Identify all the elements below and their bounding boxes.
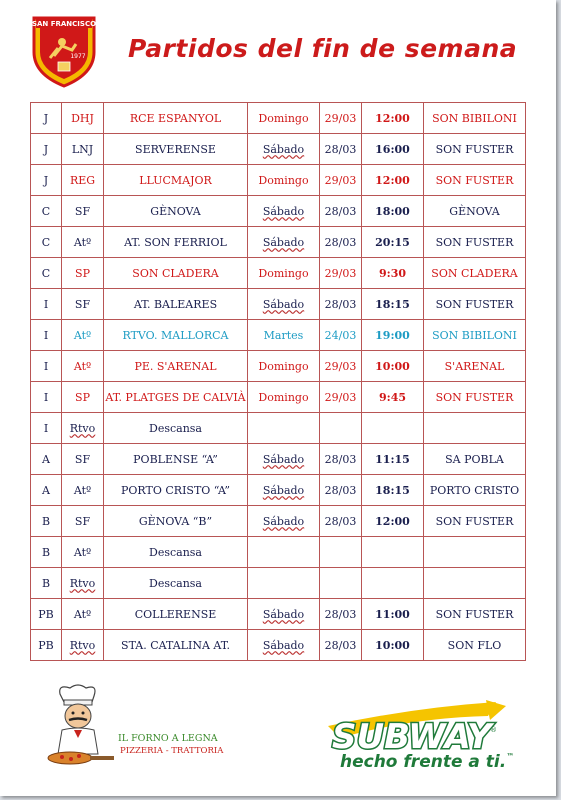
day-cell [248,320,320,351]
day-cell [248,351,320,382]
day-cell [248,506,320,537]
field-cell [424,103,526,134]
rival-cell [104,382,248,413]
time-cell [362,103,424,134]
table-row [31,475,526,506]
date-cell-text: 29/03 [324,111,357,125]
fixtures-table [30,102,526,661]
field-cell [424,351,526,382]
field-cell [424,382,526,413]
category-cell-text: PB [38,607,54,621]
date-cell [320,599,362,630]
table-row [31,134,526,165]
field-cell-text: SON FUSTER [435,514,514,528]
day-cell [248,165,320,196]
date-cell-text: 24/03 [324,328,357,342]
table-row [31,103,526,134]
rival-cell [104,568,248,599]
day-cell [248,289,320,320]
rival-cell [104,258,248,289]
subway-tagline-tm: ™ [506,752,515,761]
table-row [31,568,526,599]
time-cell [362,320,424,351]
field-cell [424,444,526,475]
team-cell-text: Atº [73,359,92,373]
date-cell-text: 29/03 [324,359,357,373]
pizza-chef-icon [38,684,118,774]
rival-cell [104,630,248,661]
team-cell [62,227,104,258]
category-cell-text: C [41,235,51,249]
team-cell [62,382,104,413]
field-cell-text: S'ARENAL [444,359,505,373]
time-cell-text: 19:00 [375,328,410,342]
day-cell-text: Domingo [258,390,309,404]
time-cell-text: 12:00 [375,173,410,187]
time-cell [362,630,424,661]
time-cell [362,351,424,382]
category-cell [31,134,62,165]
team-cell-text: REG [69,173,96,187]
subway-registered-mark: ® [490,726,497,734]
table-row [31,506,526,537]
field-cell [424,196,526,227]
category-cell [31,382,62,413]
day-cell-text: Domingo [258,359,309,373]
rival-cell-text: SERVERENSE [135,142,216,156]
rival-cell-text: PORTO CRISTO “A” [121,483,230,497]
date-cell-text: 28/03 [324,607,357,621]
category-cell [31,599,62,630]
subway-tagline [340,752,514,772]
rival-cell [104,196,248,227]
date-cell [320,227,362,258]
date-cell [320,537,362,568]
date-cell [320,134,362,165]
field-cell [424,599,526,630]
category-cell [31,413,62,444]
date-cell-text: 28/03 [324,452,357,466]
subway-wordmark: SUBWAY [332,717,492,757]
forno-name: IL FORNO A LEGNA [118,733,218,744]
day-cell [248,444,320,475]
time-cell [362,568,424,599]
team-cell-text: SF [74,452,91,466]
field-cell [424,537,526,568]
date-cell [320,630,362,661]
table-row [31,289,526,320]
date-cell [320,320,362,351]
crest-name: SAN FRANCISCO [31,20,97,28]
rival-cell [104,599,248,630]
time-cell-text: 18:00 [375,204,410,218]
day-cell [248,196,320,227]
field-cell-text: SA POBLA [445,452,504,466]
category-cell [31,630,62,661]
field-cell-text: SON BIBILONI [432,328,517,342]
table-row [31,444,526,475]
day-cell [248,630,320,661]
time-cell [362,382,424,413]
date-cell-text: 28/03 [324,483,357,497]
field-cell [424,506,526,537]
team-cell-text: Atº [73,607,92,621]
field-cell [424,475,526,506]
team-cell [62,537,104,568]
day-cell-text: Domingo [258,173,309,187]
time-cell [362,196,424,227]
day-cell-text: Sábado [262,638,305,652]
field-cell-text: PORTO CRISTO [429,483,520,497]
day-cell-text: Sábado [262,514,305,528]
category-cell-text: A [42,483,50,497]
table-row [31,599,526,630]
team-cell [62,413,104,444]
rival-cell [104,537,248,568]
team-cell-text: Rtvo [69,638,96,652]
time-cell [362,258,424,289]
category-cell-text: PB [38,638,54,652]
time-cell-text: 12:00 [375,514,410,528]
day-cell [248,227,320,258]
team-cell [62,134,104,165]
rival-cell-text: POBLENSE “A” [133,452,218,466]
category-cell [31,227,62,258]
rival-cell [104,413,248,444]
day-cell [248,258,320,289]
team-cell [62,351,104,382]
team-cell [62,196,104,227]
day-cell-text: Sábado [262,142,305,156]
team-cell-text: Atº [73,545,92,559]
table-row [31,351,526,382]
category-cell-text: B [41,545,51,559]
rival-cell-text: Descansa [149,421,202,435]
field-cell [424,630,526,661]
category-cell [31,475,62,506]
team-cell [62,506,104,537]
time-cell [362,537,424,568]
rival-cell-text: LLUCMAJOR [139,173,212,187]
category-cell [31,289,62,320]
team-cell-text: Atº [73,328,92,342]
team-cell-text: LNJ [71,142,94,156]
day-cell-text: Sábado [262,483,305,497]
rival-cell-text: STA. CATALINA AT. [121,638,230,652]
team-cell [62,320,104,351]
field-cell [424,134,526,165]
category-cell-text: C [41,266,51,280]
table-row [31,630,526,661]
rival-cell-text: GÈNOVA “B” [138,514,213,528]
rival-cell-text: RCE ESPANYOL [129,111,222,125]
day-cell-text: Sábado [262,607,305,621]
time-cell-text: 16:00 [375,142,410,156]
page-title: Partidos del fin de semana [128,34,518,63]
day-cell [248,134,320,165]
field-cell-text: SON BIBILONI [432,111,517,125]
subway-logo [320,698,510,788]
time-cell [362,289,424,320]
category-cell-text: A [42,452,50,466]
time-cell [362,444,424,475]
time-cell [362,165,424,196]
time-cell [362,134,424,165]
team-cell [62,475,104,506]
date-cell [320,258,362,289]
time-cell-text: 11:15 [375,452,410,466]
team-cell-text: SF [74,204,91,218]
category-cell-text: I [43,328,49,342]
date-cell [320,103,362,134]
date-cell [320,382,362,413]
time-cell-text: 10:00 [375,359,410,373]
category-cell-text: J [43,173,49,187]
category-cell [31,165,62,196]
rival-cell [104,506,248,537]
date-cell-text: 28/03 [324,514,357,528]
day-cell [248,413,320,444]
rival-cell [104,444,248,475]
table-row [31,413,526,444]
category-cell-text: B [41,514,51,528]
date-cell-text: 28/03 [324,204,357,218]
time-cell [362,413,424,444]
date-cell [320,475,362,506]
team-cell [62,289,104,320]
rival-cell-text: SON CLADERA [132,266,219,280]
date-cell [320,351,362,382]
rival-cell-text: AT. BALEARES [133,297,218,311]
rival-cell-text: RTVO. MALLORCA [122,328,229,342]
rival-cell [104,103,248,134]
day-cell-text: Domingo [258,266,309,280]
day-cell-text: Sábado [262,452,305,466]
rival-cell-text: AT. SON FERRIOL [124,235,227,249]
date-cell [320,444,362,475]
category-cell [31,568,62,599]
subway-tagline-text: hecho frente a ti. [340,752,507,772]
rival-cell-text: Descansa [149,576,202,590]
date-cell-text: 28/03 [324,638,357,652]
field-cell-text: GÈNOVA [449,204,500,218]
day-cell [248,568,320,599]
rival-cell-text: PE. S'ARENAL [134,359,217,373]
field-cell [424,568,526,599]
date-cell-text: 28/03 [324,142,357,156]
date-cell [320,568,362,599]
day-cell [248,537,320,568]
time-cell [362,475,424,506]
team-cell [62,103,104,134]
category-cell-text: J [43,111,49,125]
field-cell-text: SON CLADERA [431,266,518,280]
team-cell-text: DHJ [71,111,94,125]
rival-cell [104,320,248,351]
table-row [31,165,526,196]
category-cell-text: I [43,390,49,404]
time-cell-text: 9:30 [378,266,407,280]
team-cell [62,258,104,289]
rival-cell-text: Descansa [149,545,202,559]
team-cell [62,444,104,475]
day-cell [248,103,320,134]
rival-cell [104,475,248,506]
date-cell-text: 28/03 [324,235,357,249]
rival-cell [104,165,248,196]
day-cell-text: Martes [263,328,304,342]
date-cell [320,165,362,196]
day-cell-text: Sábado [262,297,305,311]
day-cell-text: Sábado [262,204,305,218]
date-cell [320,289,362,320]
rival-cell [104,289,248,320]
category-cell [31,444,62,475]
team-cell-text: Atº [73,483,92,497]
category-cell-text: J [43,142,49,156]
time-cell-text: 9:45 [378,390,407,404]
table-row [31,537,526,568]
category-cell-text: B [41,576,51,590]
rival-cell-text: AT. PLATGES DE CALVIÀ [105,390,246,404]
time-cell-text: 11:00 [375,607,410,621]
team-cell [62,568,104,599]
category-cell [31,258,62,289]
team-cell [62,630,104,661]
time-cell-text: 20:15 [375,235,410,249]
team-cell-text: SF [74,297,91,311]
field-cell [424,413,526,444]
table-row [31,258,526,289]
day-cell [248,599,320,630]
field-cell-text: SON FUSTER [435,173,514,187]
field-cell [424,320,526,351]
time-cell-text: 18:15 [375,483,410,497]
category-cell-text: I [43,421,49,435]
date-cell-text: 29/03 [324,266,357,280]
category-cell [31,351,62,382]
time-cell [362,506,424,537]
date-cell-text: 28/03 [324,297,357,311]
date-cell-text: 29/03 [324,390,357,404]
time-cell-text: 10:00 [375,638,410,652]
team-cell-text: Rtvo [69,576,96,590]
table-row [31,320,526,351]
field-cell [424,165,526,196]
team-cell-text: SF [74,514,91,528]
day-cell-text: Domingo [258,111,309,125]
category-cell [31,103,62,134]
category-cell-text: I [43,359,49,373]
time-cell [362,599,424,630]
club-crest-logo [28,12,100,88]
rival-cell-text: GÈNOVA [150,204,201,218]
crest-year: 1977 [70,53,86,60]
field-cell-text: SON FLO [447,638,502,652]
date-cell-text: 29/03 [324,173,357,187]
rival-cell-text: COLLERENSE [134,607,217,621]
category-cell [31,196,62,227]
team-cell [62,599,104,630]
day-cell [248,475,320,506]
table-row [31,196,526,227]
category-cell-text: I [43,297,49,311]
table-row [31,227,526,258]
team-cell-text: SP [75,390,90,404]
time-cell-text: 12:00 [375,111,410,125]
field-cell-text: SON FUSTER [435,607,514,621]
team-cell-text: SP [75,266,90,280]
day-cell [248,382,320,413]
field-cell-text: SON FUSTER [435,235,514,249]
category-cell [31,506,62,537]
day-cell-text: Sábado [262,235,305,249]
field-cell [424,227,526,258]
category-cell [31,320,62,351]
team-cell-text: Rtvo [69,421,96,435]
team-cell [62,165,104,196]
date-cell [320,196,362,227]
date-cell [320,506,362,537]
rival-cell [104,134,248,165]
time-cell [362,227,424,258]
field-cell-text: SON FUSTER [435,142,514,156]
rival-cell [104,227,248,258]
field-cell-text: SON FUSTER [435,390,514,404]
field-cell-text: SON FUSTER [435,297,514,311]
date-cell [320,413,362,444]
table-row [31,382,526,413]
field-cell [424,289,526,320]
team-cell-text: Atº [73,235,92,249]
field-cell [424,258,526,289]
category-cell-text: C [41,204,51,218]
category-cell [31,537,62,568]
rival-cell [104,351,248,382]
forno-subtitle: PIZZERIA - TRATTORIA [120,746,224,756]
time-cell-text: 18:15 [375,297,410,311]
